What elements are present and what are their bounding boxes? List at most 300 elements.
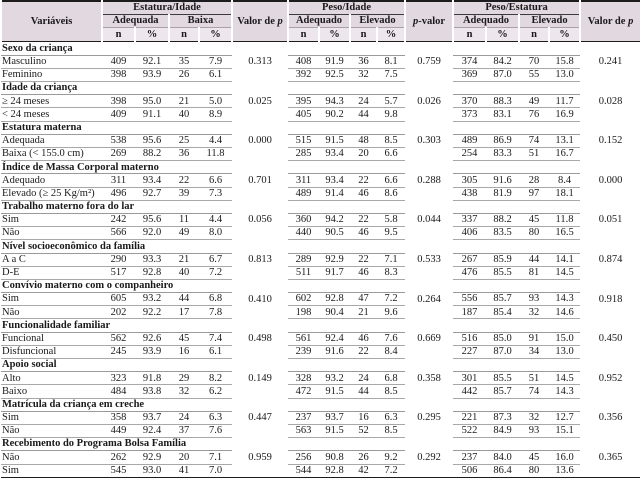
cell-pct: 6.8	[377, 372, 405, 385]
subcol-adequada-1: Adequada	[102, 15, 169, 28]
cell-n: 484	[102, 385, 135, 398]
cell-n: 46	[350, 266, 377, 279]
cell-n: 55	[519, 68, 549, 81]
cell-pct: 92.8	[135, 266, 169, 279]
cell-n: 93	[519, 293, 549, 306]
section-title: Funcionalidade familiar	[1, 319, 232, 332]
cell-n: 227	[453, 345, 486, 358]
cell-n: 17	[169, 306, 199, 319]
col-n: n	[169, 28, 199, 42]
cell-n: 91	[519, 332, 549, 345]
cell-n: 32	[350, 68, 377, 81]
spacer-cell	[405, 359, 453, 372]
p-value-cell: 0.295	[405, 411, 453, 437]
cell-n: 301	[453, 372, 486, 385]
cell-n: 449	[102, 424, 135, 437]
cell-pct: 92.1	[135, 55, 169, 68]
cell-n: 563	[288, 424, 319, 437]
section-row	[1, 42, 640, 56]
cell-pct: 13.6	[549, 464, 580, 477]
cell-pct: 7.9	[199, 55, 232, 68]
cell-pct: 83.3	[486, 148, 519, 161]
row-label: Não	[1, 227, 102, 240]
cell-pct: 84.0	[486, 451, 519, 464]
cell-pct: 6.8	[199, 293, 232, 306]
cell-n: 28	[519, 174, 549, 187]
cell-n: 52	[350, 424, 377, 437]
cell-n: 256	[288, 451, 319, 464]
spacer-cell	[580, 319, 640, 332]
cell-pct: 9.6	[377, 306, 405, 319]
p-value-cell: 0.056	[232, 213, 288, 239]
data-row	[1, 306, 640, 319]
data-row	[1, 266, 640, 279]
cell-pct: 13.0	[549, 68, 580, 81]
cell-pct: 93.4	[135, 174, 169, 187]
data-row	[1, 213, 640, 226]
col-pct: %	[549, 28, 580, 42]
rule-cell	[288, 240, 405, 253]
cell-n: 36	[350, 55, 377, 68]
cell-n: 602	[288, 293, 319, 306]
cell-pct: 14.5	[549, 372, 580, 385]
cell-pct: 90.8	[319, 451, 350, 464]
row-label: Sim	[1, 411, 102, 424]
data-row	[1, 95, 640, 108]
subcol-adequado-2: Adequado	[288, 15, 350, 28]
cell-pct: 7.1	[199, 451, 232, 464]
row-label: Masculino	[1, 55, 102, 68]
spacer-cell	[580, 359, 640, 372]
cell-n: 328	[288, 372, 319, 385]
cell-n: 562	[102, 332, 135, 345]
spacer-cell	[405, 438, 453, 451]
cell-pct: 91.9	[319, 55, 350, 68]
cell-n: 20	[169, 451, 199, 464]
cell-n: 48	[350, 134, 377, 147]
cell-pct: 93.7	[135, 411, 169, 424]
cell-n: 11	[169, 213, 199, 226]
cell-n: 39	[169, 187, 199, 200]
cell-n: 440	[288, 227, 319, 240]
cell-pct: 92.6	[135, 332, 169, 345]
cell-pct: 11.8	[549, 213, 580, 226]
spacer-cell	[405, 161, 453, 174]
cell-pct: 91.8	[135, 372, 169, 385]
cell-pct: 93.4	[319, 174, 350, 187]
cell-n: 45	[519, 451, 549, 464]
cell-n: 49	[519, 95, 549, 108]
cell-pct: 8.4	[377, 345, 405, 358]
cell-pct: 94.3	[319, 95, 350, 108]
rule-cell	[453, 200, 580, 213]
spacer-cell	[232, 279, 288, 292]
rule-cell	[453, 398, 580, 411]
cell-n: 22	[350, 174, 377, 187]
p-value-cell: 0.952	[580, 372, 640, 398]
section-title: Índice de Massa Corporal materno	[1, 161, 232, 174]
p-value-cell: 0.498	[232, 332, 288, 358]
row-label: Adequado	[1, 174, 102, 187]
cell-pct: 14.6	[549, 306, 580, 319]
cell-pct: 7.8	[199, 306, 232, 319]
section-title: Estatura materna	[1, 121, 232, 134]
p-value-cell: 0.000	[580, 174, 640, 200]
section-title: Recebimento do Programa Bolsa Família	[1, 438, 232, 451]
cell-pct: 8.5	[377, 385, 405, 398]
cell-pct: 8.4	[549, 174, 580, 187]
cell-n: 80	[519, 227, 549, 240]
rule-cell	[288, 42, 405, 56]
subcol-elevado-3: Elevado	[519, 15, 580, 28]
section-row	[1, 438, 640, 451]
cell-n: 80	[519, 464, 549, 477]
spacer-cell	[405, 82, 453, 95]
p-value-cell: 0.288	[405, 174, 453, 200]
section-row	[1, 359, 640, 372]
spacer-cell	[232, 359, 288, 372]
spacer-cell	[580, 121, 640, 134]
col-n: n	[102, 28, 135, 42]
rule-cell	[453, 42, 580, 56]
col-group-peso-idade: Peso/Idade	[288, 1, 405, 15]
data-row	[1, 385, 640, 398]
cell-n: 358	[102, 411, 135, 424]
cell-pct: 88.2	[486, 213, 519, 226]
cell-pct: 92.4	[135, 424, 169, 437]
cell-n: 81	[519, 266, 549, 279]
p-header-italic: p	[628, 15, 634, 27]
cell-pct: 5.8	[377, 213, 405, 226]
spacer-cell	[232, 438, 288, 451]
subcol-elevado-2: Elevado	[350, 15, 405, 28]
cell-pct: 92.9	[319, 253, 350, 266]
rule-cell	[453, 161, 580, 174]
rule-cell	[453, 438, 580, 451]
data-row	[1, 332, 640, 345]
cell-n: 20	[350, 148, 377, 161]
cell-n: 25	[169, 134, 199, 147]
cell-pct: 7.2	[377, 464, 405, 477]
cell-pct: 87.3	[486, 411, 519, 424]
row-label: Não	[1, 424, 102, 437]
rule-cell	[288, 319, 405, 332]
cell-n: 472	[288, 385, 319, 398]
cell-pct: 9.2	[377, 451, 405, 464]
cell-pct: 15.0	[549, 332, 580, 345]
cell-pct: 83.1	[486, 108, 519, 121]
cell-n: 37	[169, 424, 199, 437]
rule-cell	[453, 319, 580, 332]
cell-pct: 91.7	[319, 266, 350, 279]
cell-pct: 85.5	[486, 372, 519, 385]
cell-n: 409	[102, 108, 135, 121]
cell-n: 74	[519, 385, 549, 398]
table-body	[1, 42, 640, 478]
cell-pct: 6.6	[377, 174, 405, 187]
cell-pct: 16.5	[549, 227, 580, 240]
spacer-cell	[580, 42, 640, 56]
row-label: ≥ 24 meses	[1, 95, 102, 108]
cell-pct: 85.7	[486, 293, 519, 306]
cell-n: 561	[288, 332, 319, 345]
cell-n: 29	[169, 372, 199, 385]
cell-n: 24	[350, 95, 377, 108]
cell-pct: 5.0	[199, 95, 232, 108]
section-row	[1, 82, 640, 95]
section-row	[1, 398, 640, 411]
cell-pct: 6.2	[199, 385, 232, 398]
cell-n: 21	[169, 253, 199, 266]
cell-pct: 85.9	[486, 253, 519, 266]
data-row	[1, 411, 640, 424]
cell-pct: 85.0	[486, 332, 519, 345]
cell-pct: 93.4	[319, 148, 350, 161]
cell-pct: 93.2	[319, 372, 350, 385]
cell-n: 51	[519, 372, 549, 385]
col-pct: %	[319, 28, 350, 42]
cell-n: 47	[350, 293, 377, 306]
row-label: Elevado (≥ 25 Kg/m²)	[1, 187, 102, 200]
cell-pct: 85.5	[486, 266, 519, 279]
col-n: n	[453, 28, 486, 42]
cell-pct: 6.1	[199, 68, 232, 81]
p-value-cell: 0.813	[232, 253, 288, 279]
p-value-cell: 0.028	[580, 95, 640, 121]
cell-pct: 87.0	[486, 68, 519, 81]
cell-n: 40	[169, 266, 199, 279]
p-header-italic: p	[277, 15, 283, 27]
cell-n: 187	[453, 306, 486, 319]
p-value-cell: 0.264	[405, 293, 453, 319]
cell-n: 398	[102, 68, 135, 81]
data-row	[1, 424, 640, 437]
spacer-cell	[580, 161, 640, 174]
cell-n: 32	[169, 385, 199, 398]
p-value-cell: 0.410	[232, 293, 288, 319]
cell-n: 93	[519, 424, 549, 437]
col-pct: %	[486, 28, 519, 42]
spacer-cell	[232, 42, 288, 56]
cell-pct: 16.7	[549, 148, 580, 161]
cell-n: 198	[288, 306, 319, 319]
row-label: < 24 meses	[1, 108, 102, 121]
cell-n: 41	[169, 464, 199, 477]
cell-n: 26	[169, 68, 199, 81]
cell-pct: 8.3	[377, 266, 405, 279]
cell-n: 438	[453, 187, 486, 200]
cell-n: 517	[102, 266, 135, 279]
rule-cell	[288, 82, 405, 95]
cell-pct: 91.1	[135, 108, 169, 121]
spacer-cell	[232, 240, 288, 253]
cell-pct: 14.1	[549, 253, 580, 266]
rule-cell	[288, 398, 405, 411]
col-group-estatura-idade: Estatura/Idade	[102, 1, 232, 15]
cell-n: 496	[102, 187, 135, 200]
cell-n: 556	[453, 293, 486, 306]
cell-pct: 86.9	[486, 134, 519, 147]
cell-n: 245	[102, 345, 135, 358]
cell-n: 44	[350, 385, 377, 398]
section-title: Sexo da criança	[1, 42, 232, 56]
cell-n: 44	[350, 108, 377, 121]
cell-pct: 94.2	[319, 213, 350, 226]
cell-pct: 8.0	[199, 227, 232, 240]
cell-pct: 16.9	[549, 108, 580, 121]
p-value-cell: 0.149	[232, 372, 288, 398]
spacer-cell	[232, 121, 288, 134]
cell-pct: 15.8	[549, 55, 580, 68]
cell-n: 305	[453, 174, 486, 187]
cell-n: 395	[288, 95, 319, 108]
p-value-cell: 0.358	[405, 372, 453, 398]
cell-pct: 8.6	[377, 187, 405, 200]
spacer-cell	[405, 121, 453, 134]
spacer-cell	[232, 398, 288, 411]
cell-pct: 6.6	[377, 148, 405, 161]
cell-pct: 95.6	[135, 134, 169, 147]
cell-pct: 83.5	[486, 227, 519, 240]
cell-n: 46	[350, 227, 377, 240]
row-label: Sim	[1, 464, 102, 477]
row-label: Disfuncional	[1, 345, 102, 358]
data-row	[1, 372, 640, 385]
cell-pct: 11.8	[199, 148, 232, 161]
cell-pct: 92.9	[135, 451, 169, 464]
data-row	[1, 148, 640, 161]
row-label: Sim	[1, 293, 102, 306]
cell-pct: 16.0	[549, 451, 580, 464]
cell-pct: 91.6	[319, 345, 350, 358]
cell-pct: 93.9	[135, 68, 169, 81]
spacer-cell	[405, 42, 453, 56]
cell-pct: 84.9	[486, 424, 519, 437]
spacer-cell	[232, 200, 288, 213]
rule-cell	[288, 161, 405, 174]
col-pct: %	[199, 28, 232, 42]
cell-pct: 93.8	[135, 385, 169, 398]
cell-n: 26	[350, 451, 377, 464]
cell-pct: 7.2	[199, 266, 232, 279]
section-row	[1, 161, 640, 174]
rule-cell	[288, 200, 405, 213]
cell-n: 70	[519, 55, 549, 68]
cell-pct: 81.9	[486, 187, 519, 200]
p-value-cell: 0.356	[580, 411, 640, 437]
cell-pct: 92.7	[135, 187, 169, 200]
cell-n: 398	[102, 95, 135, 108]
cell-n: 337	[453, 213, 486, 226]
cell-n: 515	[288, 134, 319, 147]
cell-n: 40	[169, 108, 199, 121]
cell-n: 522	[453, 424, 486, 437]
p-value-cell: 0.759	[405, 55, 453, 81]
spacer-cell	[405, 240, 453, 253]
p-value-cell: 0.874	[580, 253, 640, 279]
cell-n: 516	[453, 332, 486, 345]
row-label: Funcional	[1, 332, 102, 345]
spacer-cell	[580, 398, 640, 411]
cell-pct: 6.1	[199, 345, 232, 358]
row-label: Feminino	[1, 68, 102, 81]
cell-pct: 95.0	[135, 95, 169, 108]
section-row	[1, 240, 640, 253]
p-value-cell: 0.000	[232, 134, 288, 160]
p-value-cell: 0.701	[232, 174, 288, 200]
cell-pct: 91.4	[319, 187, 350, 200]
spacer-cell	[405, 200, 453, 213]
cell-n: 360	[288, 213, 319, 226]
section-row	[1, 319, 640, 332]
spacer-cell	[405, 398, 453, 411]
spacer-cell	[580, 82, 640, 95]
data-row	[1, 227, 640, 240]
cell-pct: 87.0	[486, 345, 519, 358]
cell-n: 311	[102, 174, 135, 187]
cell-pct: 6.3	[377, 411, 405, 424]
cell-pct: 92.4	[319, 332, 350, 345]
cell-n: 22	[350, 213, 377, 226]
p-header-italic: p	[412, 15, 419, 27]
col-n: n	[350, 28, 377, 42]
cell-pct: 14.5	[549, 266, 580, 279]
p-value-cell: 0.152	[580, 134, 640, 160]
cell-n: 239	[288, 345, 319, 358]
rule-cell	[453, 82, 580, 95]
row-label: D-E	[1, 266, 102, 279]
spacer-cell	[580, 240, 640, 253]
rule-cell	[453, 121, 580, 134]
p-value-cell: 0.959	[232, 451, 288, 477]
cell-pct: 15.1	[549, 424, 580, 437]
cell-pct: 8.9	[199, 108, 232, 121]
cell-pct: 14.3	[549, 293, 580, 306]
cell-n: 506	[453, 464, 486, 477]
p-value-cell: 0.026	[405, 95, 453, 121]
row-label: A a C	[1, 253, 102, 266]
rule-cell	[288, 121, 405, 134]
col-pct: %	[135, 28, 169, 42]
row-label: Sim	[1, 213, 102, 226]
section-title: Trabalho materno fora do lar	[1, 200, 232, 213]
cell-n: 405	[288, 108, 319, 121]
spacer-cell	[580, 438, 640, 451]
cell-pct: 12.7	[549, 411, 580, 424]
cell-pct: 9.8	[377, 108, 405, 121]
data-row	[1, 293, 640, 306]
col-pct: %	[377, 28, 405, 42]
section-title: Idade da criança	[1, 82, 232, 95]
cell-pct: 11.7	[549, 95, 580, 108]
cell-n: 97	[519, 187, 549, 200]
data-row	[1, 108, 640, 121]
table-header	[1, 1, 640, 42]
data-row	[1, 174, 640, 187]
cell-n: 289	[288, 253, 319, 266]
cell-pct: 18.1	[549, 187, 580, 200]
cell-pct: 85.4	[486, 306, 519, 319]
cell-n: 36	[169, 148, 199, 161]
section-title: Matrícula da criança em creche	[1, 398, 232, 411]
cell-pct: 93.3	[135, 253, 169, 266]
cell-n: 44	[169, 293, 199, 306]
cell-n: 311	[288, 174, 319, 187]
cell-n: 46	[350, 332, 377, 345]
cell-n: 408	[288, 55, 319, 68]
p-value-cell: 0.450	[580, 332, 640, 358]
col-header-p-estatura-idade	[232, 1, 288, 42]
